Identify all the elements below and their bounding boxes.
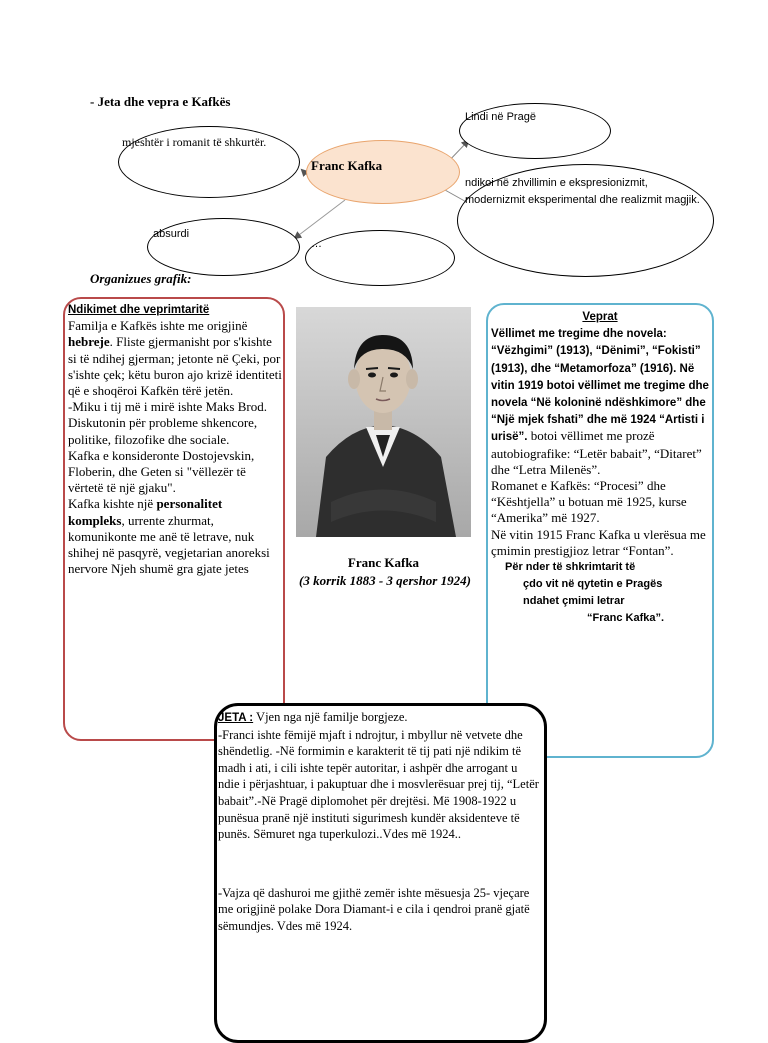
life-p2: -Vajza që dashuroi me gjithë zemër ishte mësuesja 25- vjeçare me origjinë polake Dora Diamant-i e cila i qendroi pranë gjatë sëmundjes. Vdes më 1924. [218,885,530,933]
works-p3: Në vitin 1915 Franc Kafka u vlerësua me çmimin prestigjioz letrar “Fontan”. [491,526,706,558]
photo-caption-name: Franc Kafka [347,555,420,570]
ellipse-center-kafka-text: Franc Kafka [311,158,383,173]
works-text [491,309,709,627]
ellipse-novel-master-text: mjeshtër i romanit të shkurtër. [122,135,267,149]
influences-p1: Familja e Kafkës ishte me origjinë hebreje. Fliste gjermanisht por s'kishte si të ndihej gjerman; jetonte në Çeki, por s'ishte çek; këtu buron ajo krizë identiteti që e shoqëroi Kafkën tërë jetën. [68,318,282,399]
influences-text [68,302,282,577]
ellipse-born-prague-text: Lindi në Pragë [465,111,536,123]
life-p1-body: -Franci ishte fëmijë mjaft i ndrojtur, i mbyllur në vetvete dhe shëndetlig. -Në formimin e karakterit të tij pati një ndikim të madh i ati, i cili ishte tepër autoritar, i ashpër dhe arrogant u ndie i përjashtuar, i pakuptuar dhe i mosvlerësuar prej tij, “Letër babait”.-Në Pragë diplomohet për drejtësi. Më 1908-1922 u punësua pranë një instituti sigurimesh kundër aksidenteve të punës. Sëmuret nga tuperkulozi..Vdes më 1924.. [218,727,539,842]
life-title: JETA : [218,712,254,724]
life-text [218,709,542,935]
document-heading: - Jeta dhe vepra e Kafkës [90,94,231,109]
arrow-to-left-bottom [295,200,345,238]
life-p1: JETA : Vjen nga një familje borgjeze. [218,710,408,724]
organizer-label: Organizues grafik: [90,271,192,286]
influences-p3: Kafka e konsideronte Dostojevskin, Floberin, dhe Geten si "vëllezër të vërtetë të një gjaku". [68,447,255,496]
influences-p2: -Miku i tij më i mirë ishte Maks Brod. Diskutonin për probleme shkencore, politike, filozofike dhe sociale. [68,399,267,447]
ellipse-absurd-text: absurdi [153,228,190,240]
kafka-portrait-photo [296,307,471,537]
works-p4: Për nder të shkrimtarit të çdo vit në qytetin e Pragës ndahet çmimi letrar “Franc Kafka”. [505,561,665,625]
works-title: Veprat [582,311,618,323]
works-p2: Romanet e Kafkës: “Procesi” dhe “Kështjella” u botuan më 1925, kurse “Amerika” më 1927. [491,478,687,526]
works-p1: Vëllimet me tregime dhe novela: “Vëzhgimi” (1913), “Dënimi”, “Fokisti” (1913), dhe “Metamorfoza” (1916). Në vitin 1919 botoi vëllimet me tregime dhe novela “Në koloninë ndëshkimore” dhe “Një mjek fshati” dhe më 1924 “Artisti i urisë”. botoi vëllimet me prozë autobiografike: “Letër babait”, “Ditaret” dhe “Letra Milenës”. [491,328,709,477]
photo-caption-dates: (3 korrik 1883 - 3 qershor 1924) [299,573,471,588]
influences-p4: Kafka kishte një personalitet kompleks, urrente zhurmat, komunikonte me anë të letrave, nuk shihej në pasqyrë, vegjetarian anoreksi nervore Njeh shumë gra gjate jetes [68,496,270,577]
ellipse-empty-text: … [311,238,322,250]
influences-title: Ndikimet dhe veprimtaritë [68,304,210,316]
ellipse-influence-text: ndikoi në zhvillimin e ekspresionizmit, modernizmit eksperimental dhe realizmit magjik. [465,177,700,206]
ellipse-empty [305,230,455,286]
